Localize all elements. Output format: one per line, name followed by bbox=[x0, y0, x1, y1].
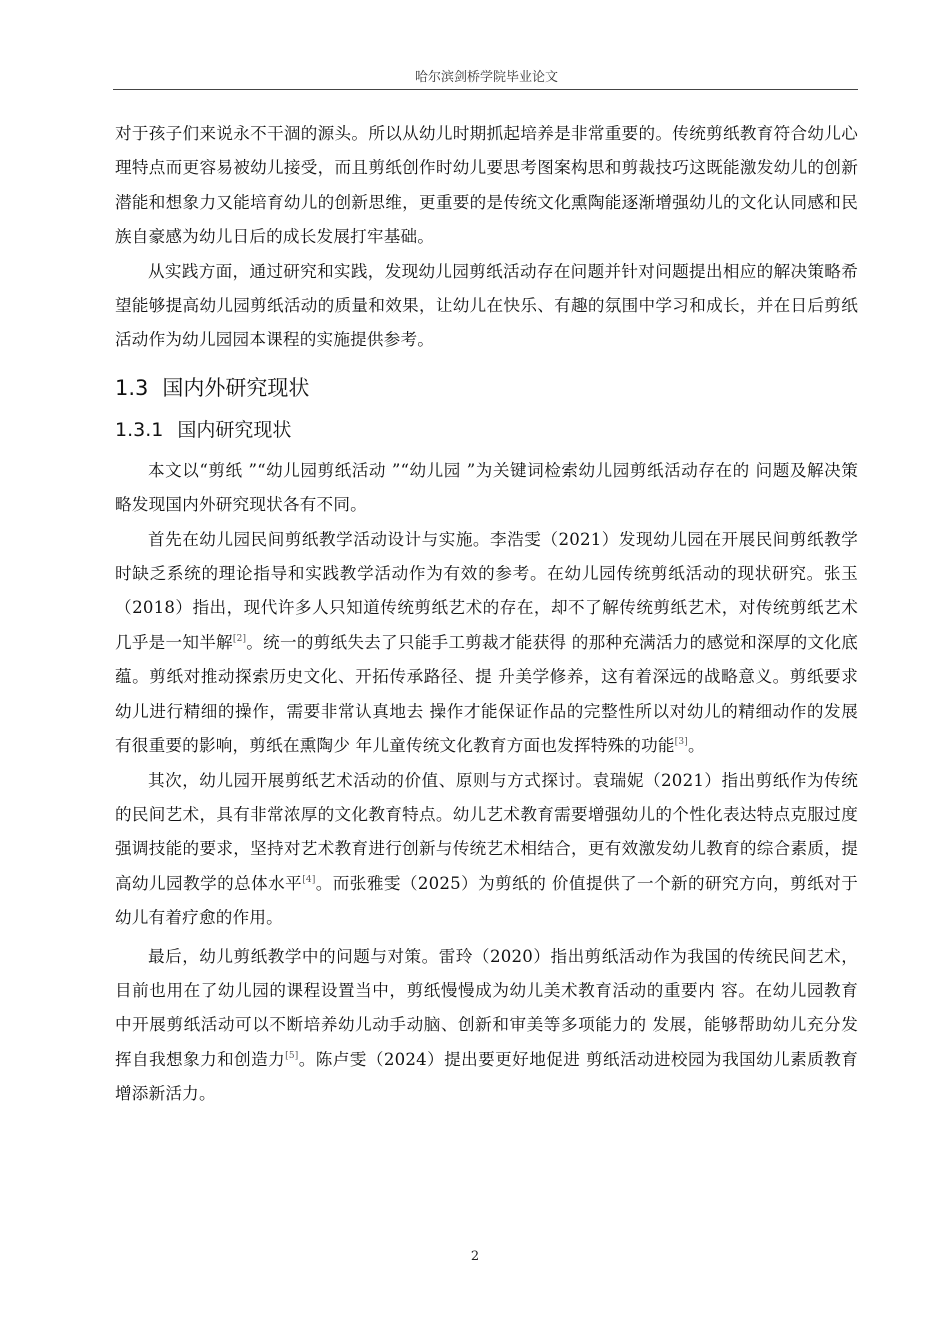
paragraph-text: 其次，幼儿园开展剪纸艺术活动的价值、原则与方式探讨。袁瑞妮（2021）指出剪纸作为传统的民间艺术，具有非常浓厚的文化教育特点。幼儿艺术教育需要增强幼儿的个性化表达特点克服过度强调技能的要求，坚持对艺术教育进行创新与传统艺术相结合，更有效激发幼儿教育的综合素质，提高幼儿园教学的总体水平 bbox=[115, 770, 858, 893]
paragraph: 从实践方面，通过研究和实践，发现幼儿园剪纸活动存在问题并针对问题提出相应的解决策略希望能够提高幼儿园剪纸活动的质量和效果，让幼儿在快乐、有趣的氛围中学习和成长，并在日后剪纸活动作为幼儿园园本课程的实施提供参考。 bbox=[115, 261, 858, 350]
section-title: 国内外研究现状 bbox=[162, 375, 310, 400]
paragraph bbox=[115, 523, 858, 764]
page-body bbox=[115, 117, 858, 1112]
citation-ref[interactable]: [3] bbox=[674, 737, 689, 748]
paragraph: 本文以“剪纸 ”“幼儿园剪纸活动 ”“幼儿园 ”为关键词检索幼儿园剪纸活动存在的 问题及解决策略发现国内外研究现状各有不同。 bbox=[115, 460, 858, 515]
subsection-number: 1.3.1 bbox=[115, 418, 164, 441]
section-heading bbox=[115, 368, 858, 408]
paragraph-text: 。而张雅雯（2025）为剪纸的 价值提供了一个新的研究方向，剪纸对于幼儿有着疗愈的作用。 bbox=[115, 873, 858, 928]
subsection-heading bbox=[115, 410, 858, 450]
header-rule bbox=[113, 89, 858, 90]
citation-ref[interactable]: [5] bbox=[285, 1050, 299, 1061]
section-number: 1.3 bbox=[115, 375, 149, 400]
paragraph bbox=[115, 940, 858, 1112]
page-number: 2 bbox=[470, 1249, 480, 1264]
paragraph bbox=[115, 764, 858, 936]
paragraph-text: 最后，幼儿剪纸教学中的问题与对策。雷玲（2020）指出剪纸活动作为我国的传统民间艺术， 目前也用在了幼儿园的课程设置当中，剪纸慢慢成为幼儿美术教育活动的重要内 容。在幼儿园教育中开展剪纸活动可以不断培养幼儿动手动脑、创新和审美等多项能力的 发展，能够帮助幼儿充分发挥自我想象力和创造力 bbox=[115, 946, 858, 1069]
paragraph-text: 首先在幼儿园民间剪纸教学活动设计与实施。李浩雯（2021）发现幼儿园在开展民间剪纸教学时缺乏系统的理论指导和实践教学活动作为有效的参考。在幼儿园传统剪纸活动的现状研究。张玉（2018）指出，现代许多人只知道传统剪纸艺术的存在，却不了解传统剪纸艺术，对传统剪纸艺术几乎是一知半解 bbox=[115, 529, 858, 652]
citation-ref[interactable]: [2] bbox=[232, 633, 247, 644]
running-header: 哈尔滨剑桥学院毕业论文 bbox=[414, 70, 558, 85]
paragraph-text: 。陈卢雯（2024）提出要更好地促进 剪纸活动进校园为我国幼儿素质教育增添新活力。 bbox=[115, 1049, 858, 1104]
paragraph-text: 。统一的剪纸失去了只能手工剪裁才能获得 的那种充满活力的感觉和深厚的文化底蕴。剪纸对推动探索历史文化、开拓传承路径、提 升美学修养，这有着深远的战略意义。剪纸要求幼儿进行精细的操作，需要非常认真地去 操作才能保证作品的完整性所以对幼儿的精细动作的发展有很重要的影响，剪纸在熏陶少 年儿童传统文化教育方面也发挥特殊的功能 bbox=[115, 632, 858, 756]
citation-ref[interactable]: [4] bbox=[302, 874, 316, 885]
paragraph: 对于孩子们来说永不干涸的源头。所以从幼儿时期抓起培养是非常重要的。传统剪纸教育符合幼儿心理特点而更容易被幼儿接受，而且剪纸创作时幼儿要思考图案构思和剪裁技巧这既能激发幼儿的创新潜能和想象力又能培育幼儿的创新思维，更重要的是传统文化熏陶能逐渐增强幼儿的文化认同感和民族自豪感为幼儿日后的成长发展打牢基础。 bbox=[115, 124, 858, 247]
subsection-title: 国内研究现状 bbox=[177, 418, 292, 441]
paragraph-text: 。 bbox=[688, 736, 705, 756]
